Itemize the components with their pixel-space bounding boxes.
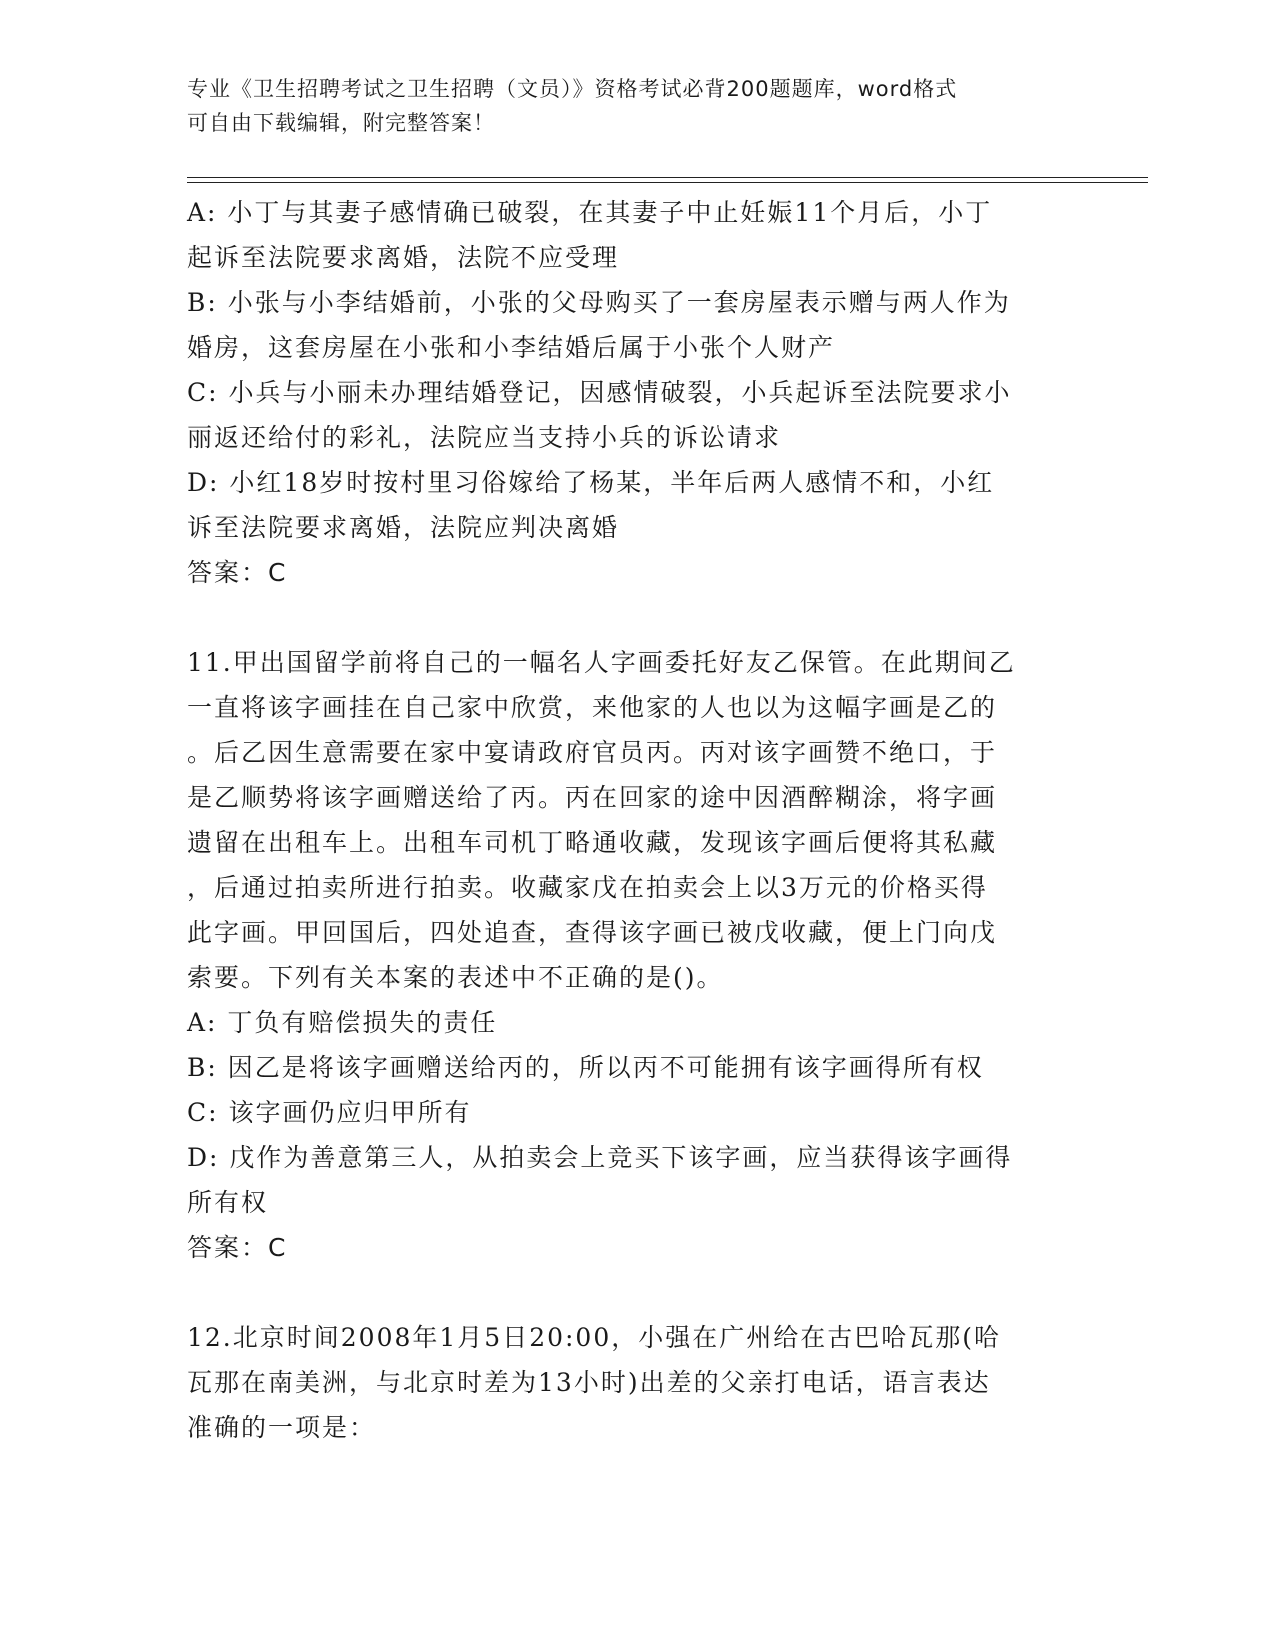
q10-option-b: B: 小张与小李结婚前，小张的父母购买了一套房屋表示赠与两人作为 婚房，这套房屋在小张和小李结婚后属于小张个人财产 bbox=[187, 288, 1011, 362]
q11-option-c: C: 该字画仍应归甲所有 bbox=[187, 1098, 472, 1127]
spacer bbox=[187, 1270, 1067, 1315]
header-rule-top bbox=[187, 177, 1148, 178]
spacer bbox=[187, 595, 1067, 640]
header-rule-bottom bbox=[187, 182, 1148, 183]
q12-stem: 12.北京时间2008年1月5日20:00，小强在广州给在古巴哈瓦那(哈 瓦那在南美洲，与北京时差为13小时)出差的父亲打电话，语言表达 准确的一项是： bbox=[187, 1323, 1001, 1442]
q11-stem: 11.甲出国留学前将自己的一幅名人字画委托好友乙保管。在此期间乙 一直将该字画挂在自己家中欣赏，来他家的人也以为这幅字画是乙的 。后乙因生意需要在家中宴请政府官员丙。丙对该字画赞不绝口，于 是乙顺势将该字画赠送给了丙。丙在回家的途中因酒醉糊涂，将字画 遗留在出租车上。出租车司机丁略通收藏，发现该字画后便将其私藏 ，后通过拍卖所进行拍卖。收藏家戊在拍卖会上以3万元的价格买得 此字画。甲回国后，四处追查，查得该字画已被戊收藏，便上门向戊 索要。下列有关本案的表述中不正确的是()。 bbox=[187, 648, 1016, 992]
document-body bbox=[187, 190, 1067, 1450]
q11-answer: 答案：C bbox=[187, 1233, 288, 1262]
question-10 bbox=[187, 190, 1067, 595]
q11-option-a: A: 丁负有赔偿损失的责任 bbox=[187, 1008, 498, 1037]
q10-option-c: C: 小兵与小丽未办理结婚登记，因感情破裂，小兵起诉至法院要求小 丽返还给付的彩礼，法院应当支持小兵的诉讼请求 bbox=[187, 378, 1012, 452]
q10-option-d: D: 小红18岁时按村里习俗嫁给了杨某，半年后两人感情不和，小红 诉至法院要求离婚，法院应判决离婚 bbox=[187, 468, 995, 542]
document-header: 专业《卫生招聘考试之卫生招聘（文员）》资格考试必背200题题库，word格式 可自由下载编辑，附完整答案！ bbox=[187, 77, 958, 135]
q10-option-a: A: 小丁与其妻子感情确已破裂，在其妻子中止妊娠11个月后，小丁 起诉至法院要求离婚，法院不应受理 bbox=[187, 198, 993, 272]
question-12 bbox=[187, 1315, 1067, 1450]
q11-option-d: D: 戊作为善意第三人，从拍卖会上竞买下该字画，应当获得该字画得 所有权 bbox=[187, 1143, 1013, 1217]
question-11 bbox=[187, 640, 1067, 1270]
q10-answer: 答案：C bbox=[187, 558, 288, 587]
q11-option-b: B: 因乙是将该字画赠送给丙的，所以丙不可能拥有该字画得所有权 bbox=[187, 1053, 984, 1082]
